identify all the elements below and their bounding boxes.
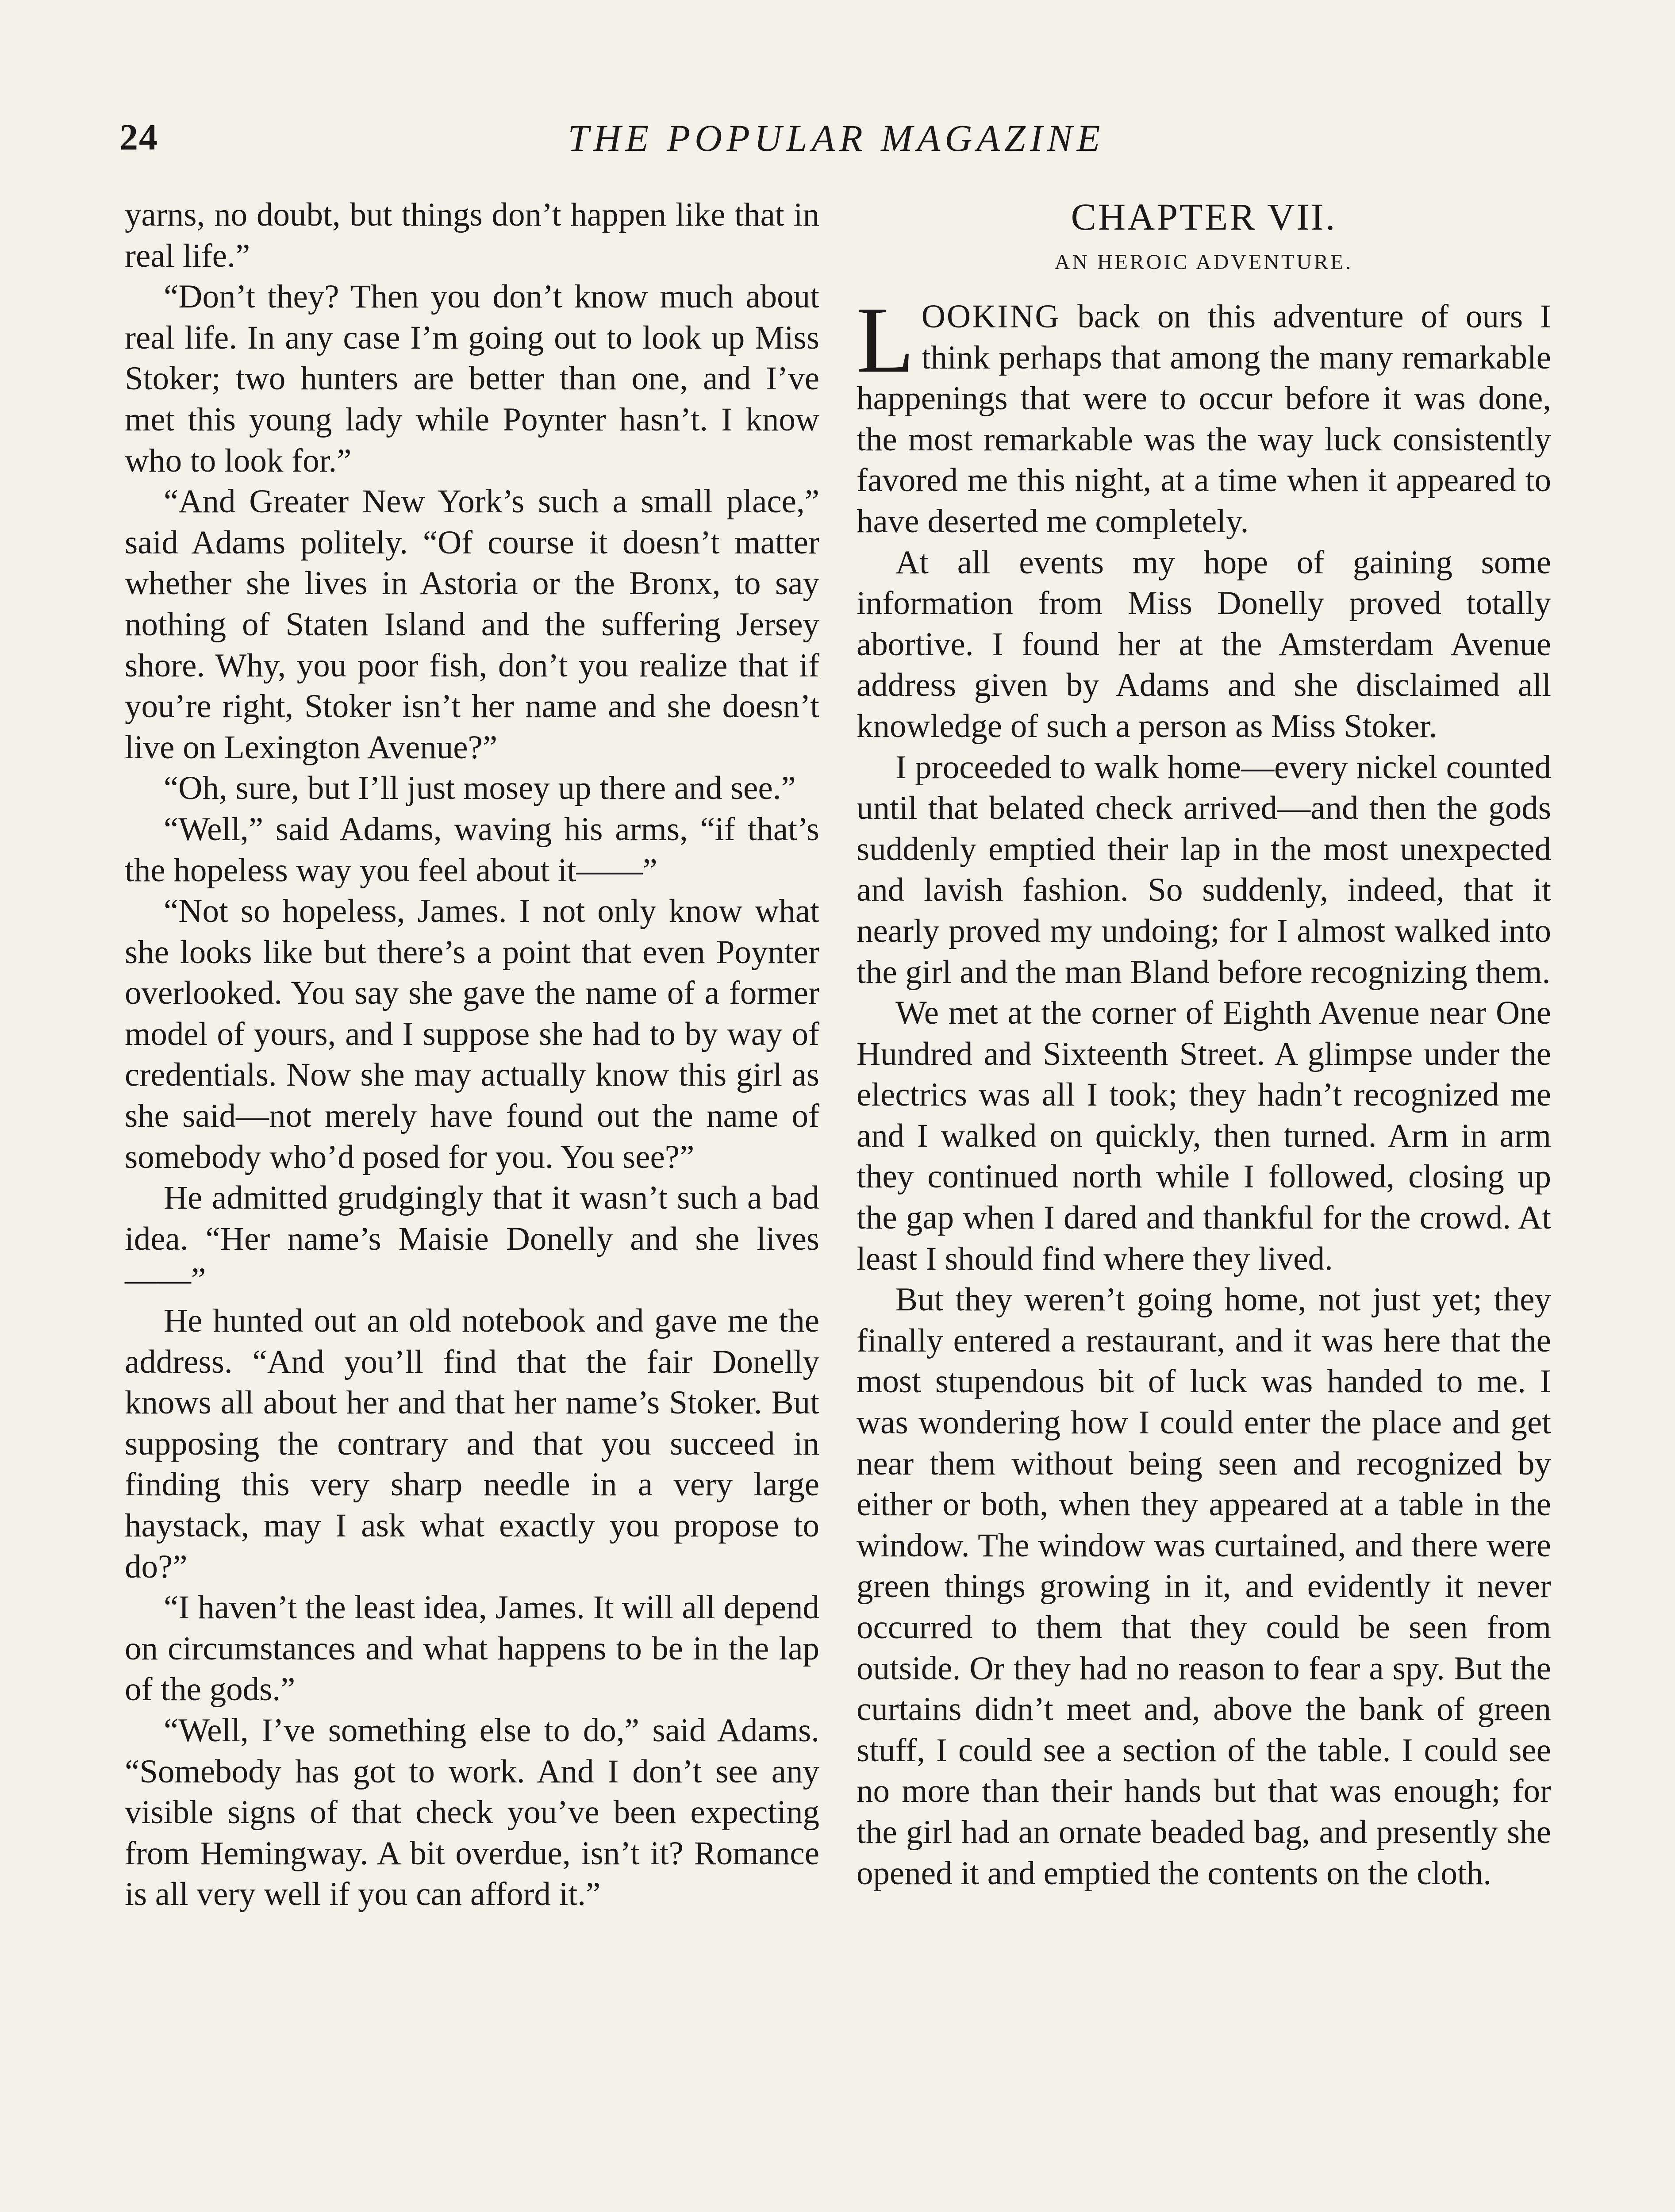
opening-paragraph (857, 288, 1551, 542)
left-column (125, 195, 819, 1915)
opening-paragraph-text: back on this adventure of ours I think perhaps that among the many remarkable happenings that were to occur before it was done, the most remarkable was the way luck consistently favored me this night, at a time when it appeared to have deserted me completely. (857, 298, 1551, 540)
paragraph: At all events my hope of gaining some information from Miss Donelly proved totally abortive. I found her at the Amsterdam Avenue address given by Adams and she disclaimed all knowledge of such a person as Miss Stoker. (857, 544, 1551, 745)
chapter-title: CHAPTER VII. (1071, 196, 1337, 238)
paragraph: “Well, I’ve something else to do,” said Adams. “Somebody has got to work. And I don’t see any visible signs of that check you’ve been expecting from Hemingway. A bit overdue, isn’t it? Romance is all very well if you can afford it.” (125, 1712, 819, 1913)
paragraph: “Oh, sure, but I’ll just mosey up there and see.” (164, 770, 796, 807)
paragraph: yarns, no doubt, but things don’t happen like that in real life.” (125, 196, 819, 274)
first-word-rest: OOKING (921, 298, 1060, 335)
right-column (857, 195, 1551, 1894)
paragraph: “And Greater New York’s such a small place,” said Adams politely. “Of course it doesn’t matter whether she lives in Astoria or the Bronx, to say nothing of Staten Island and the suffering Jersey shore. Why, you poor fish, don’t you realize that if you’re right, Stoker isn’t her name and she doesn’t live on Lexington Avenue?” (125, 483, 819, 766)
page-header (119, 116, 1553, 169)
paragraph: “Don’t they? Then you don’t know much about real life. In any case I’m going out to look up Miss Stoker; two hunters are better than one, and I’ve met this young lady while Poynter hasn’t. I know who to look for.” (125, 278, 819, 479)
drop-cap: L (857, 288, 914, 392)
paragraph: He admitted grudgingly that it wasn’t such a bad idea. “Her name’s Maisie Donelly and she lives——” (125, 1179, 819, 1298)
page-number: 24 (119, 117, 158, 158)
chapter-subtitle: AN HEROIC ADVENTURE. (1054, 250, 1353, 274)
paragraph: “Well,” said Adams, waving his arms, “if that’s the hopeless way you feel about it——” (125, 810, 819, 889)
paragraph: But they weren’t going home, not just yet; they finally entered a restaurant, and it was here that the most stupendous bit of luck was handed to me. I was wondering how I could enter the place and get near them without being seen and recognized by either or both, when they appeared at a table in the window. The window was curtained, and there were green things growing in it, and evidently it never occurred to them that they could be seen from outside. Or they had no reason to fear a spy. But the curtains didn’t meet and, above the bank of green stuff, I could see a section of the table. I could see no more than their hands but that was enough; for the girl had an ornate beaded bag, and presently she opened it and emptied the contents on the cloth. (857, 1281, 1551, 1892)
paragraph: “Not so hopeless, James. I not only know what she looks like but there’s a point that even Poynter overlooked. You say she gave the name of a former model of yours, and I suppose she had to by way of credentials. Now she may actually know this girl as she said—not merely have found out the name of somebody who’d posed for you. You see?” (125, 893, 819, 1175)
paragraph: We met at the corner of Eighth Avenue near One Hundred and Sixteenth Street. A glimpse under the electrics was all I took; they hadn’t recognized me and I walked on quickly, then turned. Arm in arm they continued north while I followed, closing up the gap when I dared and thankful for the crowd. At least I should find where they lived. (857, 995, 1551, 1277)
running-title: THE POPULAR MAGAZINE (568, 117, 1105, 159)
paragraph: He hunted out an old notebook and gave me the address. “And you’ll find that the fair Donelly knows all about her and that her name’s Stoker. But supposing the contrary and that you succeed in finding this very sharp needle in a very large haystack, may I ask what exactly you propose to do?” (125, 1302, 819, 1585)
paragraph: I proceeded to walk home—every nickel counted until that belated check arrived—and then the gods suddenly emptied their lap in the most unexpected and lavish fashion. So suddenly, indeed, that it nearly proved my undoing; for I almost walked into the girl and the man Bland before recognizing them. (857, 749, 1551, 991)
paragraph: “I haven’t the least idea, James. It will all depend on circumstances and what happens to be in the lap of the gods.” (125, 1589, 819, 1708)
